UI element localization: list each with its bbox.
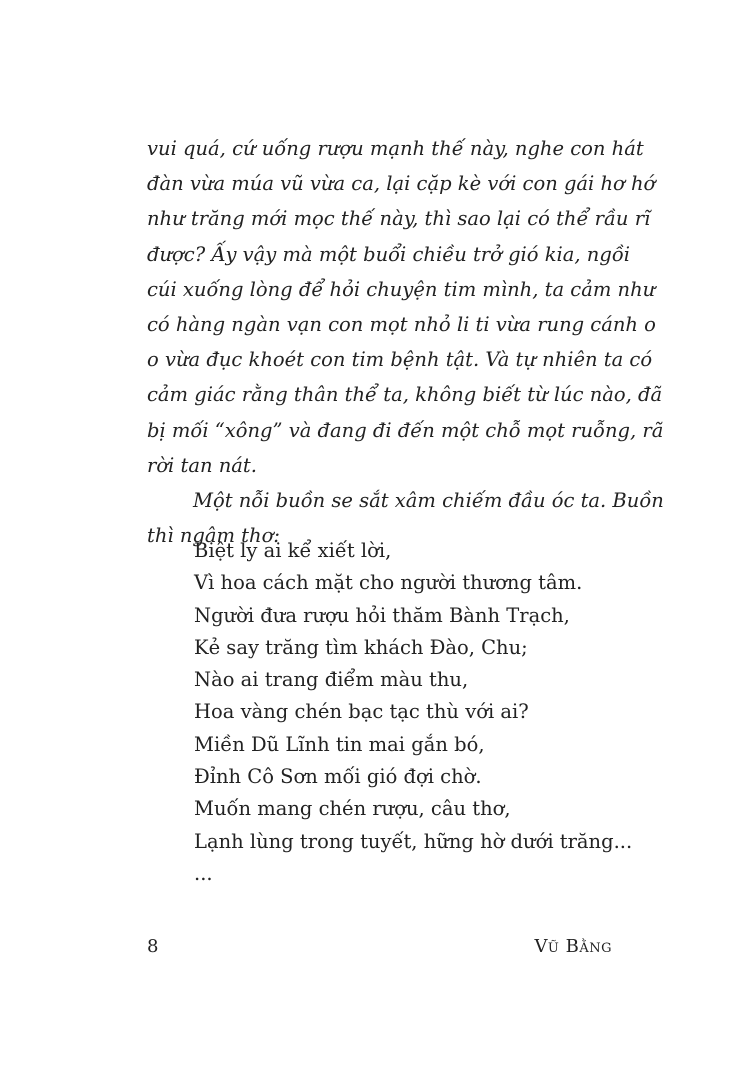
poem-verse: Đỉnh Cô Sơn mối gió đợi chờ. xyxy=(194,765,482,789)
poem-verse: Biệt ly ai kể xiết lời, xyxy=(194,539,392,562)
poem-verse: Hoa vàng chén bạc tạc thù với ai? xyxy=(194,700,529,724)
prose-line: vui quá, cứ uống rượu mạnh thế này, nghe con hát xyxy=(147,137,644,160)
poem-verse: Vì hoa cách mặt cho người thương tâm. xyxy=(194,571,583,595)
page-number: 8 xyxy=(147,936,159,957)
prose-line: thì ngâm thơ: xyxy=(147,524,280,548)
prose-block xyxy=(147,131,664,553)
prose-line: Một nỗi buồn se sắt xâm chiếm đầu óc ta. Buồn xyxy=(193,489,664,513)
prose-line: như trăng mới mọc thế này, thì sao lại có thể rầu rĩ xyxy=(147,207,651,231)
poem-verse: Người đưa rượu hỏi thăm Bành Trạch, xyxy=(194,603,570,627)
poem-verse: ... xyxy=(194,861,213,885)
poem-verse: Kẻ say trăng tìm khách Đào, Chu; xyxy=(194,635,528,659)
prose-line: đàn vừa múa vũ vừa ca, lại cặp kè với con gái hơ hớ xyxy=(147,172,656,196)
poem-verse: Lạnh lùng trong tuyết, hững hờ dưới trăng... xyxy=(194,829,633,853)
poem-verse: Muốn mang chén rượu, câu thơ, xyxy=(194,797,511,821)
prose-line: có hàng ngàn vạn con mọt nhỏ li ti vừa rung cánh o xyxy=(147,313,656,337)
prose-line: cúi xuống lòng để hỏi chuyện tim mình, ta cảm như xyxy=(147,277,656,301)
poem-verse: Nào ai trang điểm màu thu, xyxy=(194,668,469,692)
prose-line: được? Ấy vậy mà một buổi chiều trở gió kia, ngồi xyxy=(147,242,631,266)
poem-verse: Miền Dũ Lĩnh tin mai gắn bó, xyxy=(194,732,485,756)
poem-block xyxy=(194,535,632,890)
prose-line: rời tan nát. xyxy=(147,453,257,477)
running-footer-author: Vũ Bằng xyxy=(534,936,612,957)
prose-line: cảm giác rằng thân thể ta, không biết từ lúc nào, đã xyxy=(147,383,663,407)
prose-line: o vừa đục khoét con tim bệnh tật. Và tự nhiên ta có xyxy=(147,348,653,372)
prose-line: bị mối “xông” và đang đi đến một chỗ mọt ruỗng, rã xyxy=(147,418,664,442)
